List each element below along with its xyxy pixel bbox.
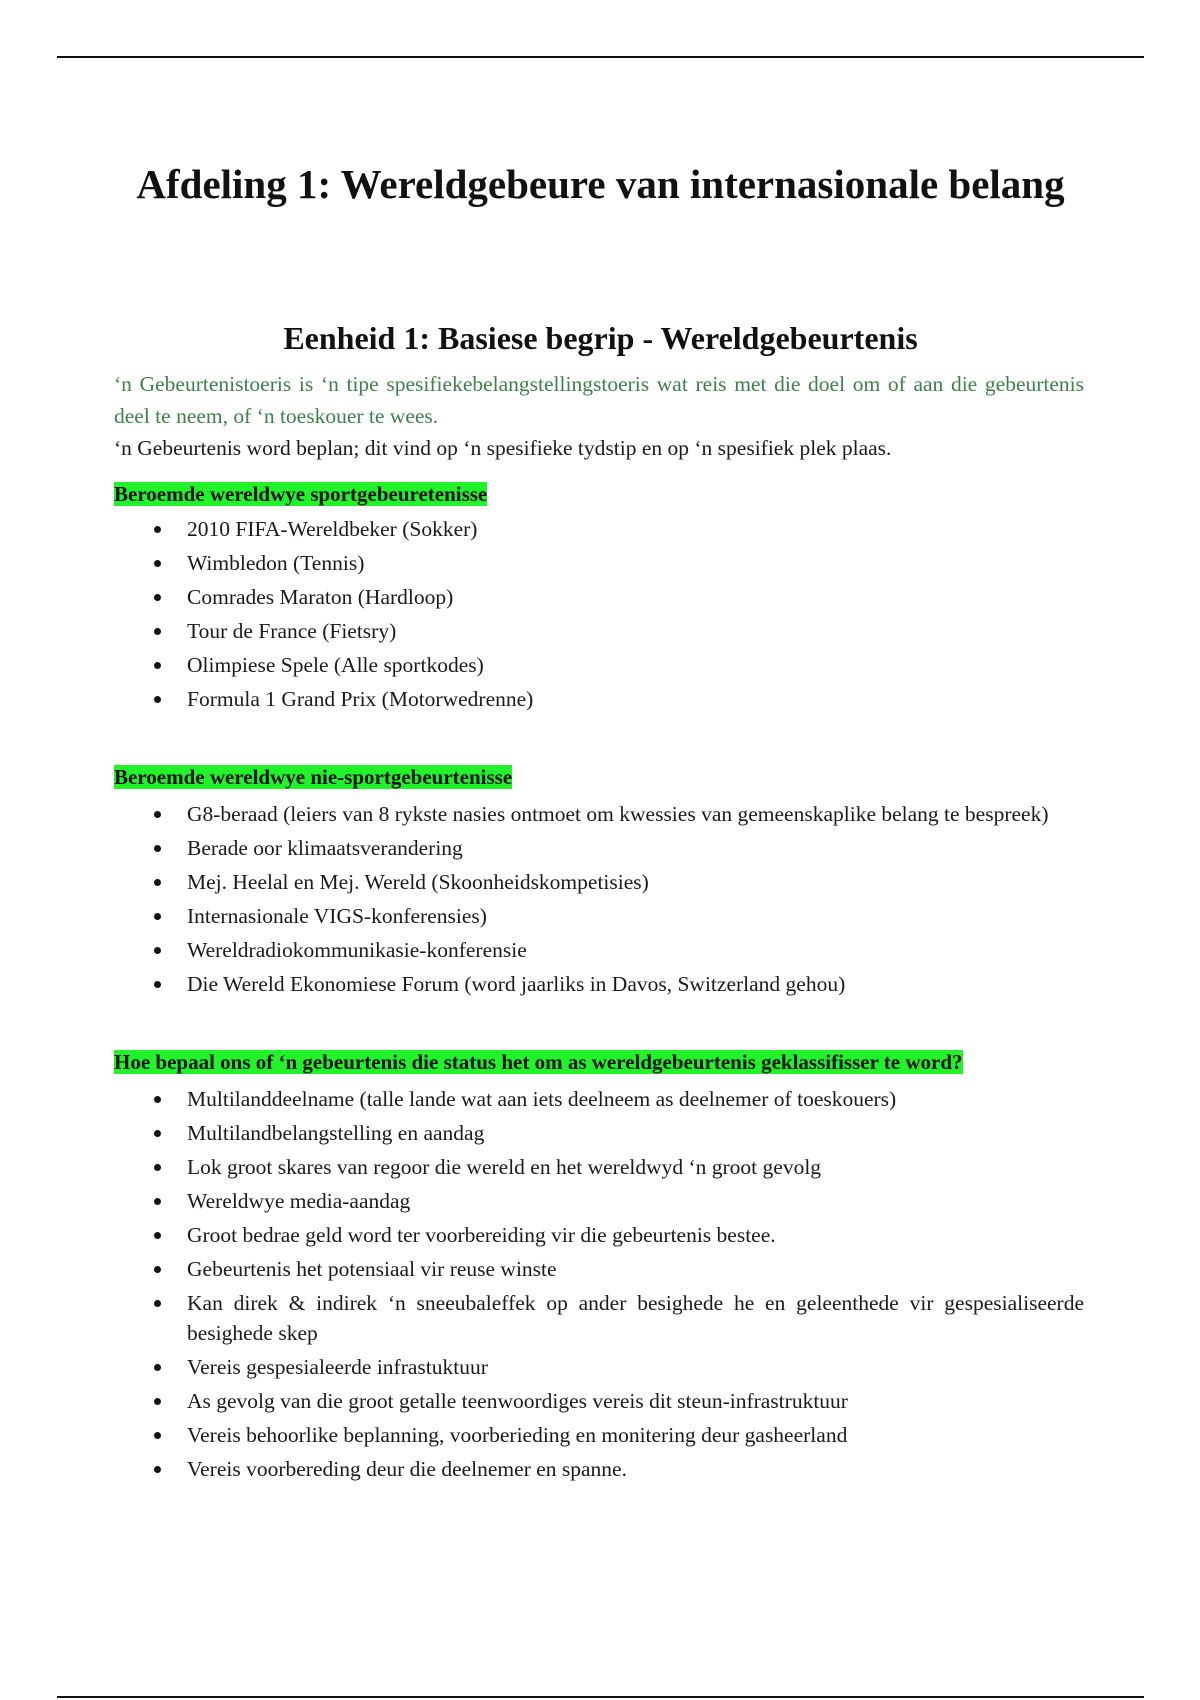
top-divider [57, 56, 1144, 58]
list-item: Gebeurtenis het potensiaal vir reuse winste [114, 1254, 1084, 1284]
section-heading-sport: Beroemde wereldwye sportgebeuretenisse [114, 482, 488, 506]
list-item: Die Wereld Ekonomiese Forum (word jaarliks in Davos, Switzerland gehou) [114, 969, 1084, 999]
list-item: Multilandbelangstelling en aandag [114, 1118, 1084, 1148]
list-item: Kan direk & indirek ‘n sneeubaleffek op ander besighede he en geleenthede vir gespesialiseerde besighede skep [114, 1288, 1084, 1348]
intro-statement: ‘n Gebeurtenis word beplan; dit vind op ‘n spesifieke tydstip en op ‘n spesifiek plek plaas. [114, 436, 892, 460]
sport-events-list [114, 514, 1084, 714]
list-item: Formula 1 Grand Prix (Motorwedrenne) [114, 684, 1084, 714]
section-heading-criteria: Hoe bepaal ons of ‘n gebeurtenis die status het om as wereldgebeurtenis geklassifisser te word? [114, 1050, 963, 1074]
list-item: Vereis voorbereding deur die deelnemer en spanne. [114, 1454, 1084, 1484]
list-item: G8-beraad (leiers van 8 rykste nasies ontmoet om kwessies van gemeenskaplike belang te bespreek) [114, 799, 1084, 829]
page-title: Afdeling 1: Wereldgebeure van internasionale belang [136, 161, 1065, 207]
list-item: Vereis gespesialeerde infrastuktuur [114, 1352, 1084, 1382]
intro-definition: ‘n Gebeurtenistoeris is ‘n tipe spesifiekebelangstellingstoeris wat reis met die doel om of aan die gebeurtenis deel te neem, of ‘n toeskouer te wees. [114, 372, 1084, 428]
list-item: As gevolg van die groot getalle teenwoordiges vereis dit steun-infrastruktuur [114, 1386, 1084, 1416]
list-item: Groot bedrae geld word ter voorbereiding vir die gebeurtenis bestee. [114, 1220, 1084, 1250]
list-item: Comrades Maraton (Hardloop) [114, 582, 1084, 612]
list-item: Wimbledon (Tennis) [114, 548, 1084, 578]
section-heading-non-sport: Beroemde wereldwye nie-sportgebeurtenisse [114, 765, 513, 789]
list-item: Internasionale VIGS-konferensies) [114, 901, 1084, 931]
list-item: Lok groot skares van regoor die wereld en het wereldwyd ‘n groot gevolg [114, 1152, 1084, 1182]
list-item: Wereldradiokommunikasie-konferensie [114, 935, 1084, 965]
list-item: Olimpiese Spele (Alle sportkodes) [114, 650, 1084, 680]
non-sport-events-list [114, 799, 1084, 999]
list-item: Tour de France (Fietsry) [114, 616, 1084, 646]
list-item: Vereis behoorlike beplanning, voorberieding en monitering deur gasheerland [114, 1420, 1084, 1450]
list-item: Berade oor klimaatsverandering [114, 833, 1084, 863]
list-item: 2010 FIFA-Wereldbeker (Sokker) [114, 514, 1084, 544]
list-item: Mej. Heelal en Mej. Wereld (Skoonheidskompetisies) [114, 867, 1084, 897]
list-item: Multilanddeelname (talle lande wat aan iets deelneem as deelnemer of toeskouers) [114, 1084, 1084, 1114]
criteria-list [114, 1084, 1084, 1484]
document-body [114, 368, 1084, 1488]
bottom-divider [57, 1696, 1144, 1698]
unit-title: Eenheid 1: Basiese begrip - Wereldgebeurtenis [283, 320, 918, 356]
list-item: Wereldwye media-aandag [114, 1186, 1084, 1216]
